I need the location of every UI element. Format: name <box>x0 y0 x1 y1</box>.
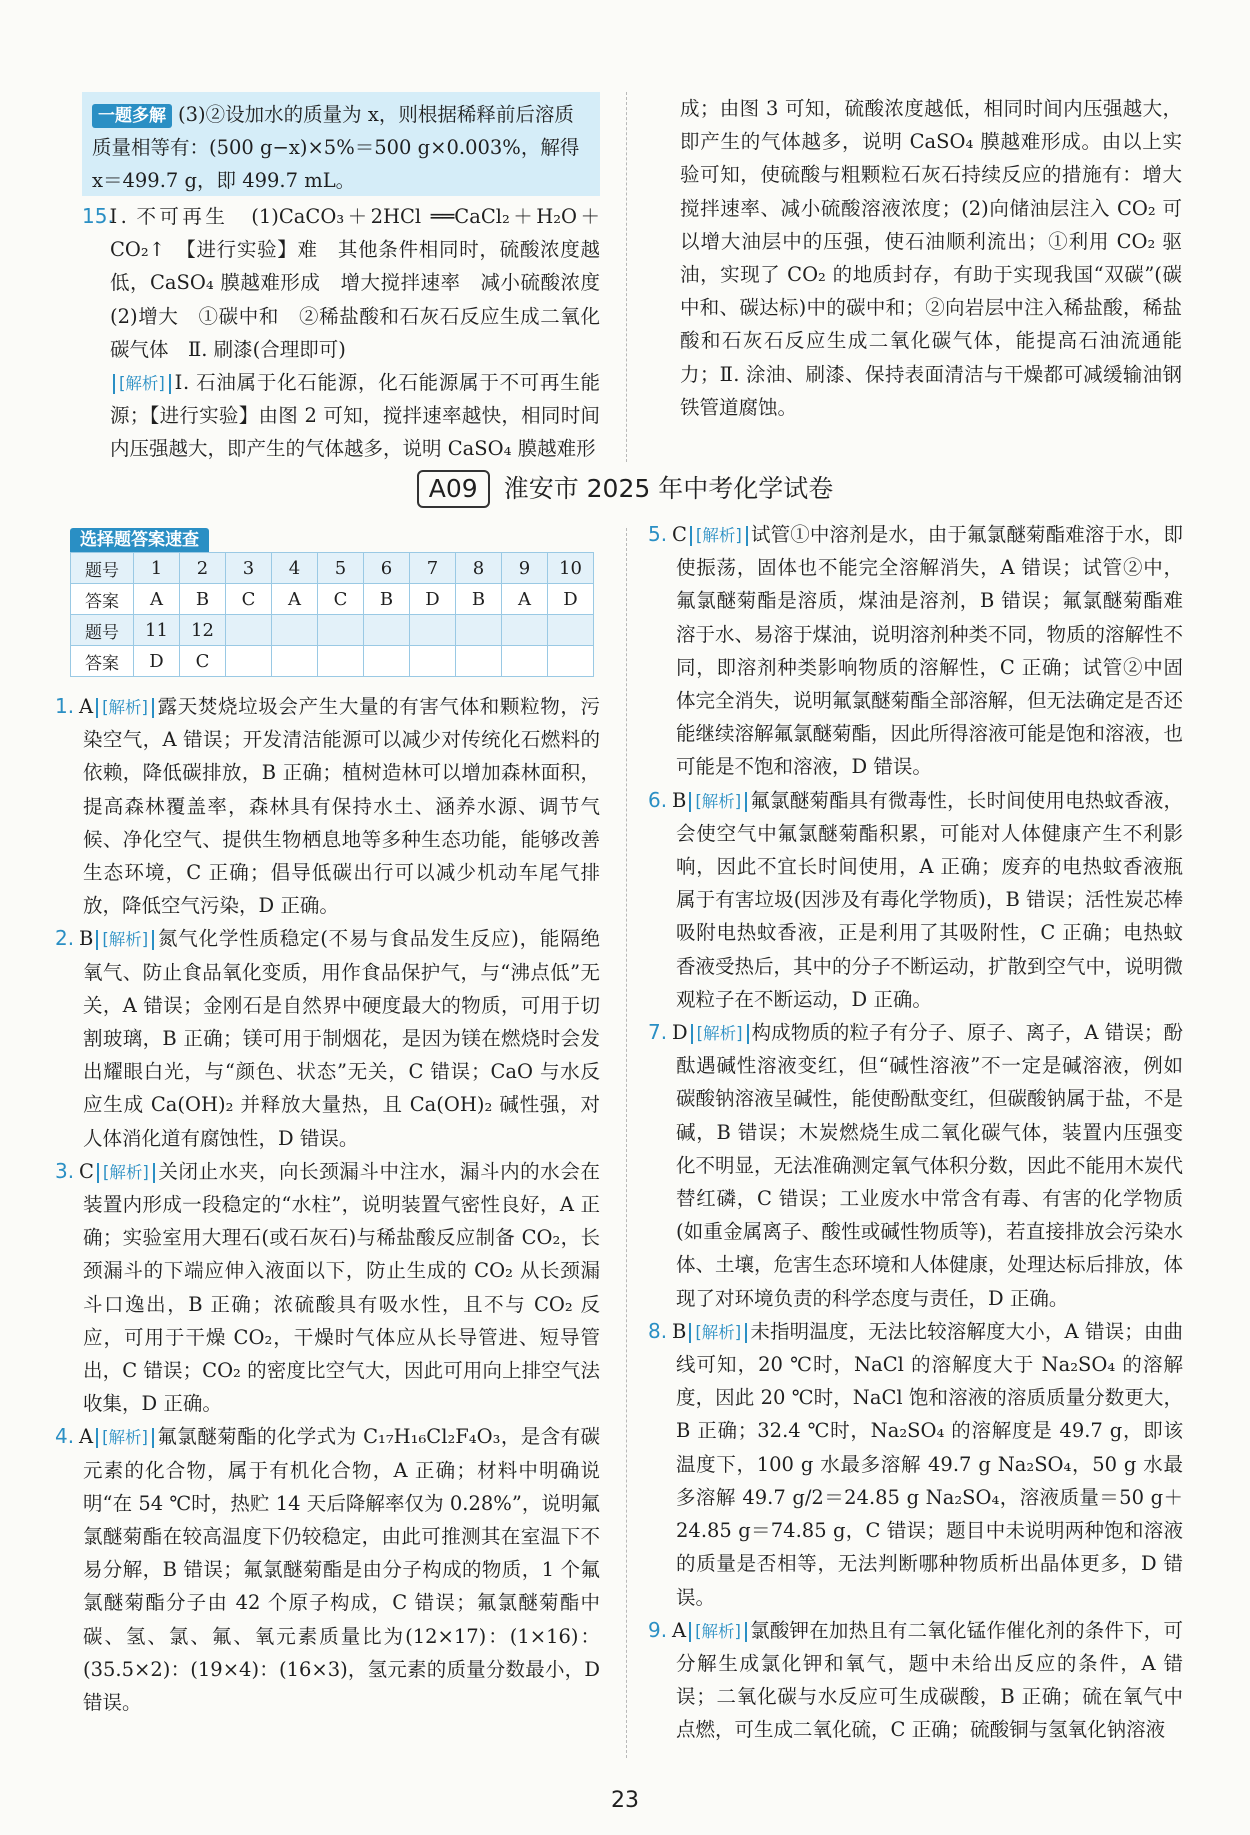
q15-right-column <box>652 92 1182 424</box>
list-item: 2. B [解析] 氮气化学性质稳定(不易与食品发生反应)，能隔绝氧气、防止食品氧化变质，用作食品保护气，与“沸点低”无关，A 错误；金刚石是自然界中硬度最大的物质，可用于切割玻璃，B 正确；镁可用于制烟花，是因为镁在燃烧时会发出耀眼白光，与“颜色、状态”无关，C 错误；CaO 与水反应生成 Ca(OH)₂ 并释放大量热，且 Ca(OH)₂ 碱性强，对人体消化道有腐蚀性，D 错误。 <box>55 926 600 1150</box>
page-number: 23 <box>611 1788 639 1813</box>
list-item: 9. A [解析] 氯酸钾在加热且有二氧化锰作催化剂的条件下，可分解生成氯化钾和氧气，题中未给出反应的条件，A 错误；二氧化碳与水反应可生成碳酸，B 正确；硫在氧气中点燃，可生成二氧化硫，C 正确；硫酸铜与氢氧化钠溶液 <box>648 1617 1183 1742</box>
table-row: 答案 A B C A C B D B A D <box>71 584 594 615</box>
answer-table <box>70 552 594 677</box>
section-title-text: 淮安市 2025 年中考化学试卷 <box>503 474 834 503</box>
left-column <box>55 690 600 1719</box>
tip-label: 一题多解 <box>92 104 172 128</box>
section-title <box>0 470 1250 508</box>
column-divider-bottom <box>626 528 627 1758</box>
list-item: 3. C [解析] 关闭止水夹，向长颈漏斗中注水，漏斗内的水会在装置内形成一段稳定的“水柱”，说明装置气密性良好，A 正确；实验室用大理石(或石灰石)与稀盐酸反应制备 CO₂，长颈漏斗的下端应伸入液面以下，防止生成的 CO₂ 从长颈漏斗口逸出，B 正确；浓硫酸具有吸水性，且不与 CO₂ 反应，可用于干燥 CO₂，干燥时气体应从长导管进、短导管出，C 错误；CO₂ 的密度比空气大，因此可用向上排空气法收集，D 正确。 <box>55 1158 600 1416</box>
list-item: 8. B [解析] 未指明温度，无法比较溶解度大小，A 错误；由曲线可知，20 ℃时，NaCl 的溶解度大于 Na₂SO₄ 的溶解度，因此 20 ℃时，NaCl 饱和溶液的溶质质量分数更大，B 正确；32.4 ℃时，Na₂SO₄ 的溶解度是 49.7 g，即该温度下，100 g 水最多溶解 49.7 g Na₂SO₄，50 g 水最多溶解 49.7 g/2＝24.85 g Na₂SO₄，溶液质量＝50 g＋24.85 g＝74.85 g，C 错误；题目中未说明两种饱和溶液的质量是否相等，无法判断哪种物质析出晶体更多，D 错误。 <box>648 1318 1183 1609</box>
q15-analysis-a: [解析] Ⅰ. 石油属于化石能源，化石能源属于不可再生能源；【进行实验】由图 2 可知，搅拌速率越快，相同时间内压强越大，即产生的气体越多，说明 CaSO₄ 膜越难形 <box>110 371 600 461</box>
tip-box <box>82 92 600 196</box>
q15-left-column <box>82 200 620 466</box>
column-divider-top <box>626 92 627 462</box>
table-row: 答案 D C <box>71 646 594 677</box>
list-item: 7. D [解析] 构成物质的粒子有分子、原子、离子，A 错误；酚酞遇碱性溶液变红，但“碱性溶液”不一定是碱溶液，例如碳酸钠溶液呈碱性，能使酚酞变红，但碳酸钠属于盐，不是碱，B 错误；木炭燃烧生成二氧化碳气体，装置内压强变化不明显，无法准确测定氧气体积分数，因此不能用木炭代替红磷，C 错误；工业废水中常含有毒、有害的化学物质(如重金属离子、酸性或碱性物质等)，若直接排放会污染水体、土壤，危害生态环境和人体健康，处理达标后排放，体现了对环境负责的科学态度与责任，D 正确。 <box>648 1020 1184 1310</box>
list-item: 5. C [解析] 试管①中溶剂是水，由于氟氯醚菊酯难溶于水，即使振荡，固体也不能完全溶解消失，A 错误；试管②中，氟氯醚菊酯是溶质，煤油是溶剂，B 错误；氟氯醚菊酯难溶于水、易溶于煤油，说明溶剂种类不同，物质的溶解性不同，即溶剂种类影响物质的溶解性，C 正确；试管②中固体完全消失，说明氟氯醚菊酯全部溶解，但无法确定是否还能继续溶解氟氯醚菊酯，因此所得溶液可能是饱和溶液，也可能是不饱和溶液，D 错误。 <box>648 522 1184 779</box>
list-item: 4. A [解析] 氟氯醚菊酯的化学式为 C₁₇H₁₆Cl₂F₄O₃，是含有碳元素的化合物，属于有机化合物，A 正确；材料中明确说明“在 54 ℃时，热贮 14 天后降解率仅为 0.28%”，说明氟氯醚菊酯在较高温度下仍较稳定，由此可推测其在室温下不易分解，B 错误；氟氯醚菊酯是由分子构成的物质，1 个氟氯醚菊酯分子由 42 个原子构成，C 错误；氟氯醚菊酯中碳、氢、氯、氟、氧元素质量比为(12×17)：(1×16)：(35.5×2)：(19×4)：(16×3)，氢元素的质量分数最小，D 错误。 <box>55 1424 600 1715</box>
answer-table-header: 选择题答案速查 <box>70 528 209 552</box>
list-item: 1. A [解析] 露天焚烧垃圾会产生大量的有害气体和颗粒物，污染空气，A 错误；开发清洁能源可以减少对传统化石燃料的依赖，降低碳排放，B 正确；植树造林可以增加森林面积，提高森林覆盖率，森林具有保持水土、涵养水源、调节气候、净化空气、提供生物栖息地等多种生态功能，能够改善生态环境，C 正确；倡导低碳出行可以减少机动车尾气排放，降低空气污染，D 正确。 <box>55 694 600 918</box>
list-item: 6. B [解析] 氟氯醚菊酯具有微毒性，长时间使用电热蚊香液，会使空气中氟氯醚菊酯积累，可能对人体健康产生不利影响，因此不宜长时间使用，A 正确；废弃的电热蚊香液瓶属于有害垃圾(因涉及有毒化学物质)，B 错误；活性炭芯棒吸附电热蚊香液，正是利用了其吸附性，C 正确；电热蚊香液受热后，其中的分子不断运动，扩散到空气中，说明微观粒子在不断运动，D 正确。 <box>648 787 1184 1011</box>
analysis-tag: [解析] <box>113 374 171 394</box>
section-code: A09 <box>417 470 490 508</box>
tip-text: (3)②设加水的质量为 x，则根据稀释前后溶质质量相等有：(500 g−x)×5%＝500 g×0.003%，解得 x＝499.7 g，即 499.7 mL。 <box>92 103 580 192</box>
q15-number: 15. <box>82 204 114 228</box>
table-row: 题号 11 12 <box>71 615 594 646</box>
q15-answer: 15.Ⅰ. 不可再生 (1)CaCO₃＋2HCl ══CaCl₂＋H₂O＋CO₂↑ 【进行实验】难 其他条件相同时，硫酸浓度越低，CaSO₄ 膜越难形成 增大搅拌速率 减小硫酸浓度 (2)增大 ①碳中和 ②稀盐酸和石灰石反应生成二氧化碳气体 Ⅱ. 刷漆(合理即可) <box>82 200 600 366</box>
q15-analysis-b: 成；由图 3 可知，硫酸浓度越低，相同时间内压强越大，即产生的气体越多，说明 CaSO₄ 膜越难形成。由以上实验可知，使硫酸与粗颗粒石灰石持续反应的措施有：增大搅拌速率、减小硫酸溶液浓度；(2)向储油层注入 CO₂ 可以增大油层中的压强，使石油顺利流出；①利用 CO₂ 驱油，实现了 CO₂ 的地质封存，有助于实现我国“双碳”(碳中和、碳达标)中的碳中和；②向岩层中注入稀盐酸，稀盐酸和石灰石反应生成二氧化碳气体，能提高石油流通能力；Ⅱ. 涂油、刷漆、保持表面清洁与干燥都可减缓输油钢铁管道腐蚀。 <box>680 97 1182 419</box>
right-column <box>648 518 1183 1747</box>
table-row: 题号 1 2 3 4 5 6 7 8 9 10 <box>71 553 594 584</box>
